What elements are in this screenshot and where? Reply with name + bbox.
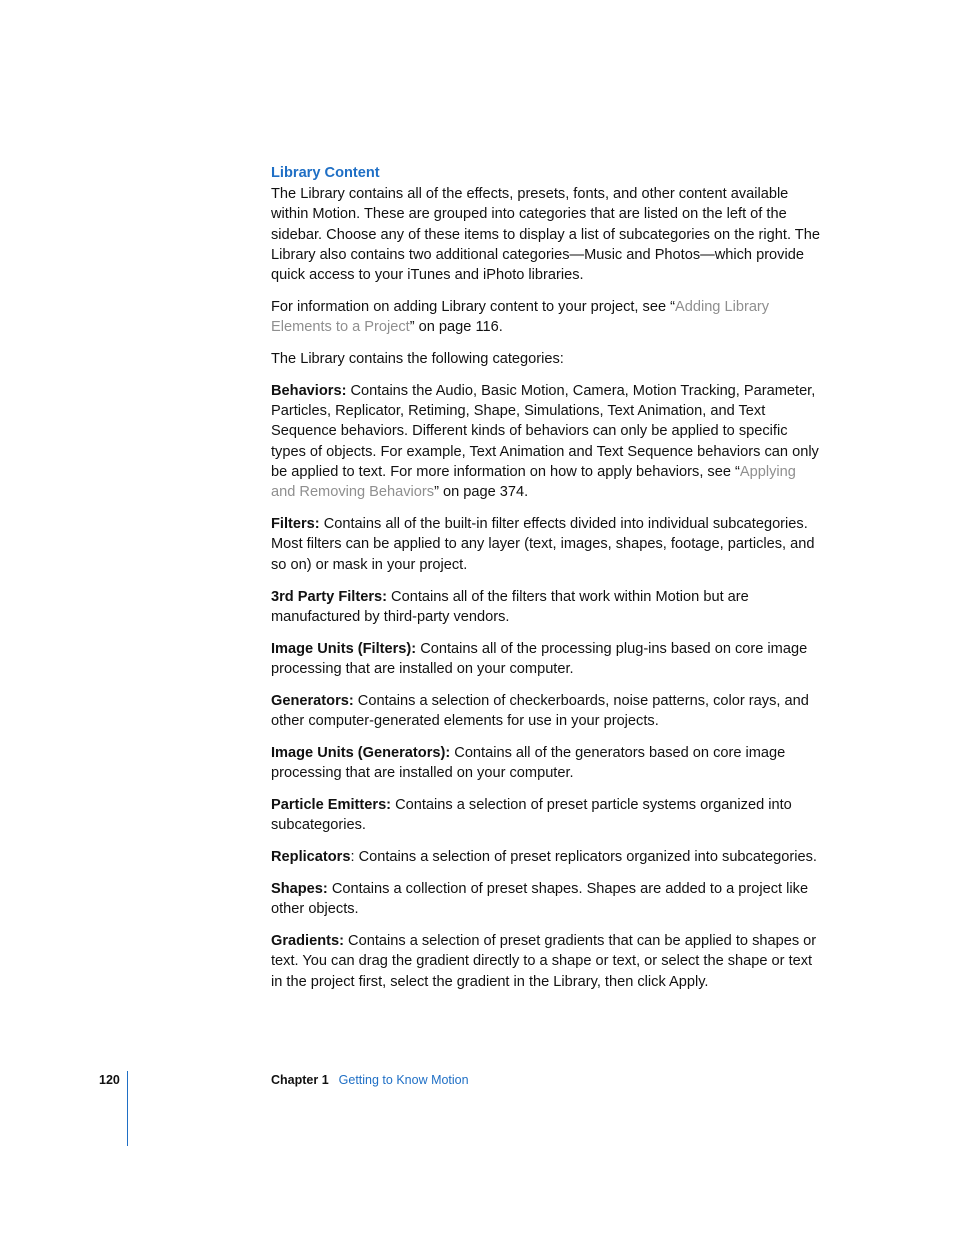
category-text: Contains the Audio, Basic Motion, Camera, Motion Tracking, Parameter, Particles, Replicator, Retiming, Shape, Simulations, Text Animation, and Text Sequence behaviors. Different kinds of behaviors can only be applied to specific types of objects. For example, Text Animation and Text Sequence behaviors can only be applied to text. For more information on how to apply behaviors, see “	[271, 382, 819, 481]
category-particle-emitters	[271, 795, 823, 836]
categories-intro: The Library contains the following categories:	[271, 351, 564, 368]
category-text: Contains all of the built-in filter effects divided into individual subcategories. Most filters can be applied to any layer (text, images, shapes, footage, particles, and so on) or mask in your project.	[271, 516, 815, 573]
category-term: Gradients:	[271, 932, 344, 949]
category-term: 3rd Party Filters:	[271, 588, 387, 605]
category-term: Image Units (Generators):	[271, 744, 451, 761]
info-text-after: ” on page 116.	[409, 319, 503, 336]
section-heading: Library Content	[271, 165, 380, 181]
category-text: Contains a selection of checkerboards, noise patterns, color rays, and other computer-generated elements for use in your projects.	[271, 692, 809, 730]
category-text: Contains a selection of preset gradients that can be applied to shapes or text. You can drag the gradient directly to a shape or text, or select the shape or text in the project first, select the gradient in the Library, then click Apply.	[271, 932, 817, 990]
category-text-after: ” on page 374.	[434, 484, 529, 501]
category-text: Contains a collection of preset shapes. Shapes are added to a project like other objects.	[271, 880, 809, 918]
category-behaviors	[271, 381, 823, 503]
category-term: Image Units (Filters):	[271, 640, 417, 657]
category-text: Contains all of the processing plug-ins based on core image processing that are installed on your computer.	[271, 640, 808, 677]
category-term: Shapes:	[271, 880, 328, 897]
category-generators	[271, 691, 823, 732]
page-content	[271, 163, 823, 1003]
xref-link-applying-behaviors[interactable]: Applying and Removing Behaviors	[271, 464, 796, 501]
category-image-units-filters	[271, 639, 823, 680]
category-term: Generators:	[271, 692, 354, 709]
category-replicators	[271, 847, 823, 867]
category-shapes	[271, 879, 823, 920]
category-text: : Contains a selection of preset replicators organized into subcategories.	[350, 849, 817, 866]
category-term: Particle Emitters:	[271, 796, 392, 813]
footer-chapter	[271, 1072, 469, 1088]
info-text-before: For information on adding Library content to your project, see “	[271, 298, 675, 315]
category-filters	[271, 514, 823, 575]
category-text: Contains a selection of preset particle systems organized into subcategories.	[271, 796, 792, 834]
category-term: Replicators	[271, 849, 351, 866]
category-gradients	[271, 931, 823, 992]
category-3rd-party-filters	[271, 587, 823, 628]
category-image-units-generators	[271, 743, 823, 784]
footer-divider	[127, 1071, 128, 1146]
info-paragraph	[271, 297, 823, 338]
intro-paragraph: The Library contains all of the effects, presets, fonts, and other content available within Motion. These are grouped into categories that are listed on the left of the sidebar. Choose any of these items to display a list of subcategories on the right. The Library also contains two additional categories—Music and Photos—which provide quick access to your iTunes and iPhoto libraries.	[271, 186, 820, 284]
chapter-label: Chapter 1	[271, 1073, 329, 1087]
category-term: Behaviors:	[271, 382, 347, 399]
category-text: Contains all of the filters that work within Motion but are manufactured by third-party vendors.	[271, 588, 749, 625]
category-term: Filters:	[271, 516, 320, 533]
category-text: Contains all of the generators based on core image processing that are installed on your computer.	[271, 744, 786, 782]
xref-link-adding-library-elements[interactable]: Adding Library Elements to a Project	[271, 298, 770, 336]
chapter-title-link[interactable]: Getting to Know Motion	[338, 1073, 469, 1087]
page-number: 120	[99, 1073, 120, 1087]
